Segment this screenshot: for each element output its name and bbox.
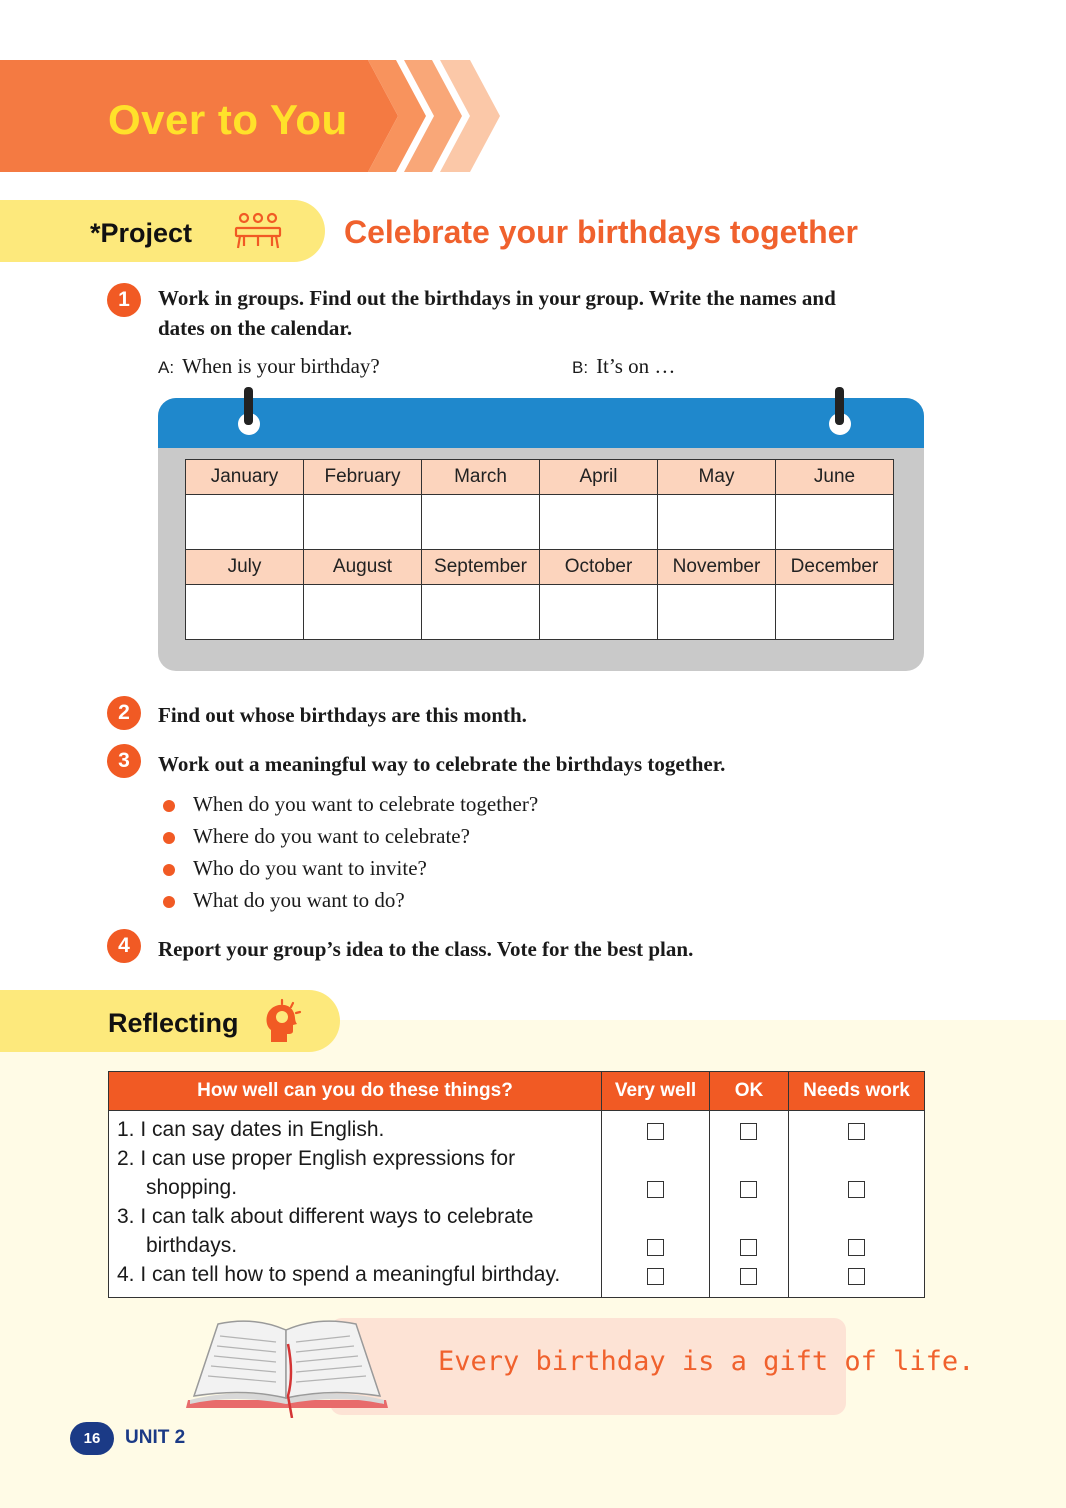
step-2-text: Find out whose birthdays are this month. — [158, 703, 527, 727]
calendar-month-row-2 — [186, 550, 894, 585]
july-write-cell[interactable] — [186, 585, 304, 640]
statement-4 — [117, 1260, 560, 1289]
april-write-cell[interactable] — [540, 495, 658, 550]
november-write-cell[interactable] — [658, 585, 776, 640]
month-february: February — [304, 460, 422, 495]
statement-3-text: I can talk about different ways to celebrate — [140, 1205, 534, 1228]
september-write-cell[interactable] — [422, 585, 540, 640]
lightbulb-head-icon — [263, 998, 303, 1044]
bullet-question-3: Who do you want to invite? — [193, 856, 427, 880]
page-number-badge: 16 — [70, 1422, 114, 1455]
march-write-cell[interactable] — [422, 495, 540, 550]
checkbox-needs-work-3[interactable] — [848, 1239, 865, 1256]
calendar-header-bar — [158, 398, 924, 448]
month-april: April — [540, 460, 658, 495]
calendar-write-row-1 — [186, 495, 894, 550]
quote-text: Every birthday is a gift of life. — [438, 1346, 975, 1377]
calendar-grid — [185, 459, 894, 640]
project-label: *Project — [90, 218, 193, 248]
bullet-dot — [163, 800, 175, 812]
december-write-cell[interactable] — [776, 585, 894, 640]
step-1-line-1: Work in groups. Find out the birthdays in your group. Write the names and — [158, 286, 836, 310]
month-march: March — [422, 460, 540, 495]
checkbox-needs-work-2[interactable] — [848, 1181, 865, 1198]
month-june: June — [776, 460, 894, 495]
bullet-question-4: What do you want to do? — [193, 888, 405, 912]
statement-2-text: I can use proper English expressions for — [140, 1147, 516, 1170]
bullet-question-1: When do you want to celebrate together? — [193, 792, 539, 816]
february-write-cell[interactable] — [304, 495, 422, 550]
calendar-ring-right — [835, 387, 844, 425]
checkbox-needs-work-4[interactable] — [848, 1268, 865, 1285]
table-row — [109, 1111, 925, 1298]
step-number-3: 3 — [107, 744, 141, 778]
reflecting-label: Reflecting — [108, 1008, 239, 1038]
statement-3 — [117, 1202, 533, 1231]
header-needs-work: Needs work — [789, 1072, 925, 1111]
self-assessment-table — [108, 1071, 925, 1298]
august-write-cell[interactable] — [304, 585, 422, 640]
october-write-cell[interactable] — [540, 585, 658, 640]
checkbox-very-well-4[interactable] — [647, 1268, 664, 1285]
step-number-2: 2 — [107, 696, 141, 730]
step-number-1: 1 — [107, 283, 141, 317]
calendar-write-row-2 — [186, 585, 894, 640]
step-number-4: 4 — [107, 929, 141, 963]
month-december: December — [776, 550, 894, 585]
table-header-row — [109, 1072, 925, 1111]
month-january: January — [186, 460, 304, 495]
checkbox-very-well-1[interactable] — [647, 1123, 664, 1140]
checkbox-very-well-3[interactable] — [647, 1239, 664, 1256]
step-1-line-2: dates on the calendar. — [158, 316, 353, 340]
checkbox-ok-3[interactable] — [740, 1239, 757, 1256]
step-3-text: Work out a meaningful way to celebrate the birthdays together. — [158, 752, 726, 776]
group-people-icon — [230, 212, 286, 250]
header-question: How well can you do these things? — [109, 1072, 602, 1111]
project-title: Celebrate your birthdays together — [344, 214, 858, 250]
month-july: July — [186, 550, 304, 585]
page-title: Over to You — [108, 96, 348, 143]
step-4-text: Report your group’s idea to the class. Vote for the best plan. — [158, 937, 694, 961]
header-ok: OK — [710, 1072, 789, 1111]
statement-2-continued: shopping. — [146, 1176, 238, 1199]
statement-3-number: 3. — [117, 1205, 135, 1228]
may-write-cell[interactable] — [658, 495, 776, 550]
calendar-month-row-1 — [186, 460, 894, 495]
statement-2-number: 2. — [117, 1147, 135, 1170]
june-write-cell[interactable] — [776, 495, 894, 550]
month-september: September — [422, 550, 540, 585]
month-may: May — [658, 460, 776, 495]
statement-3-continued: birthdays. — [146, 1234, 238, 1257]
bullet-question-2: Where do you want to celebrate? — [193, 824, 470, 848]
statement-4-number: 4. — [117, 1263, 135, 1286]
open-book-icon — [184, 1314, 390, 1418]
month-november: November — [658, 550, 776, 585]
speaker-b-text: It’s on … — [596, 354, 676, 378]
very-well-column — [602, 1111, 710, 1298]
header-very-well: Very well — [602, 1072, 710, 1111]
statement-4-text: I can tell how to spend a meaningful birthday. — [140, 1263, 561, 1286]
checkbox-ok-1[interactable] — [740, 1123, 757, 1140]
checkbox-needs-work-1[interactable] — [848, 1123, 865, 1140]
calendar-ring-left — [244, 387, 253, 425]
bullet-dot — [163, 864, 175, 876]
checkbox-very-well-2[interactable] — [647, 1181, 664, 1198]
bullet-dot — [163, 832, 175, 844]
dialog-b — [572, 354, 675, 379]
month-october: October — [540, 550, 658, 585]
statements-cell — [109, 1111, 602, 1298]
statement-2 — [117, 1144, 515, 1173]
speaker-a-text: When is your birthday? — [182, 354, 380, 378]
speaker-b-label: B: — [572, 358, 589, 377]
january-write-cell[interactable] — [186, 495, 304, 550]
checkbox-ok-2[interactable] — [740, 1181, 757, 1198]
dialog-a — [158, 354, 380, 379]
unit-label: UNIT 2 — [125, 1427, 186, 1448]
ok-column — [710, 1111, 789, 1298]
checkbox-ok-4[interactable] — [740, 1268, 757, 1285]
statement-1-number: 1. — [117, 1118, 135, 1141]
statement-1 — [117, 1115, 384, 1144]
bullet-dot — [163, 896, 175, 908]
statement-1-text: I can say dates in English. — [140, 1118, 385, 1141]
speaker-a-label: A: — [158, 358, 175, 377]
step-1-text — [158, 283, 836, 343]
needs-work-column — [789, 1111, 925, 1298]
month-august: August — [304, 550, 422, 585]
